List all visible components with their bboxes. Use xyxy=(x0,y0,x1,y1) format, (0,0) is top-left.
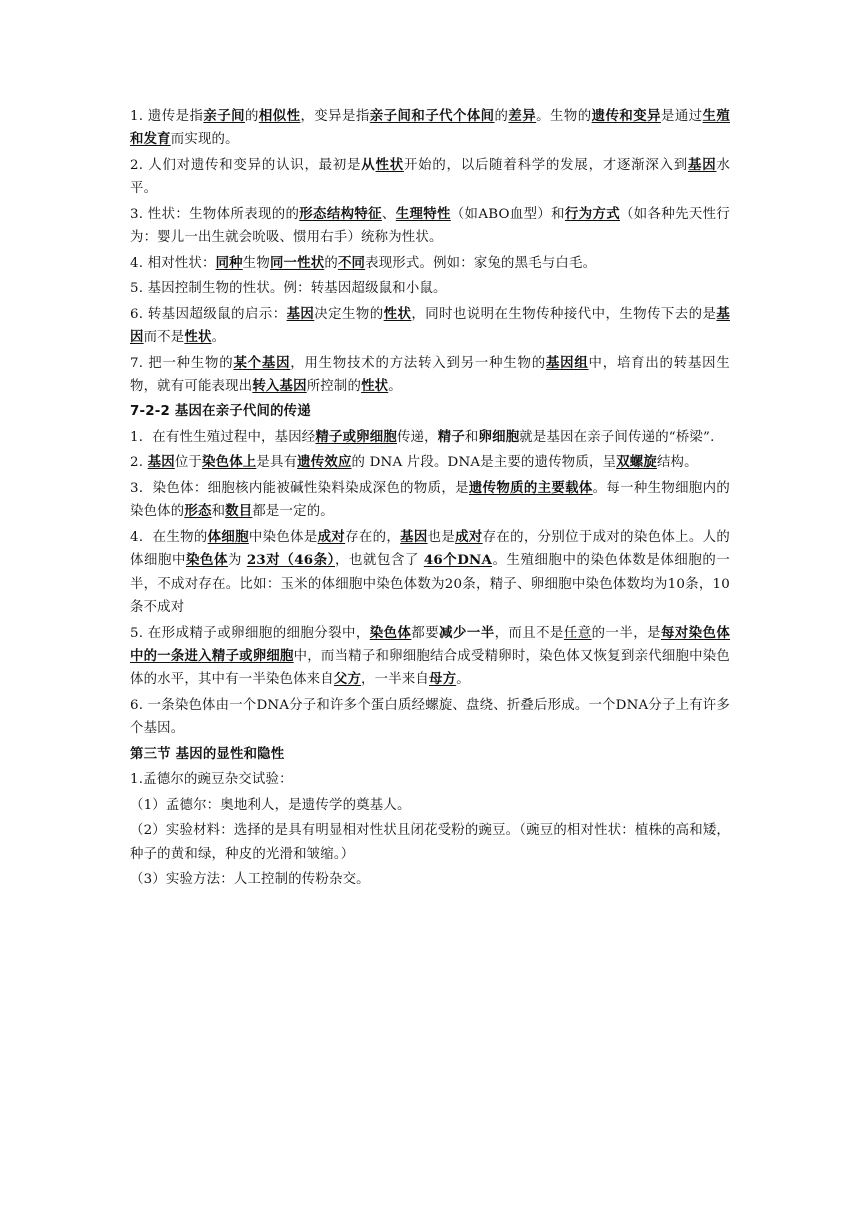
text-run: 中，培育出的转基因生物，就有可能表现出 xyxy=(130,355,730,394)
text-run: 。 xyxy=(456,672,470,688)
paragraph xyxy=(130,622,730,692)
text-run: 位于 xyxy=(174,455,203,471)
emphasized-text: 基因 xyxy=(688,156,717,173)
emphasized-text: 某个基因 xyxy=(233,354,291,371)
emphasized-text: 性状 xyxy=(361,377,389,394)
paragraph xyxy=(130,426,730,449)
emphasized-text: 体细胞 xyxy=(207,528,249,545)
text-run: 是具有 xyxy=(256,455,298,471)
emphasized-text: 父方 xyxy=(333,671,362,688)
text-run: 决定生物的 xyxy=(314,306,384,322)
paragraph xyxy=(130,451,730,474)
emphasized-text: 转入基因 xyxy=(252,377,307,394)
text-run: 7. 把一种生物的 xyxy=(130,355,234,371)
text-run: 而不是 xyxy=(143,330,185,346)
text-run: 、 xyxy=(381,206,396,222)
text-run: 。生殖细胞中的染色体数是体细胞的一半，不成对存在。比如：玉米的体细胞中染色体数为20条，精子、卵细胞中染色体数均为10条，10条不成对 xyxy=(130,553,730,616)
emphasized-text: 差异 xyxy=(508,108,537,124)
emphasized-text: 任意 xyxy=(563,625,592,641)
paragraph xyxy=(130,694,730,741)
emphasized-text: 不同 xyxy=(337,254,366,271)
emphasized-text: 23对（46条） xyxy=(246,552,335,569)
text-run: （3）实验方法：人工控制的传粉杂交。 xyxy=(130,872,370,888)
emphasized-text: 卵细胞 xyxy=(478,428,520,445)
emphasized-text: 精子或卵细胞 xyxy=(315,428,397,445)
text-run: 存在的，分别位于成对的染色体上。人的体细胞中 xyxy=(130,529,730,569)
text-run: 中染色体是 xyxy=(248,529,318,545)
paragraph xyxy=(130,352,730,399)
emphasized-text: 从 xyxy=(361,156,376,173)
text-run: （如ABO血型）和 xyxy=(450,206,565,222)
text-run: 的一半，是 xyxy=(591,625,661,641)
text-run: ，一半来自 xyxy=(361,672,429,688)
paragraph xyxy=(130,794,730,817)
text-run: 传递， xyxy=(396,429,438,445)
paragraph xyxy=(130,526,730,620)
emphasized-text: 母方 xyxy=(429,671,457,688)
text-run: 是通过 xyxy=(660,109,703,124)
text-run: ，用生物技术的方法转入到另一种生物的 xyxy=(290,355,546,371)
paragraph xyxy=(130,105,730,152)
emphasized-text: 减少一半 xyxy=(439,624,495,641)
text-run: 。 xyxy=(211,330,226,346)
text-run: 1. 遗传是指 xyxy=(130,109,204,124)
emphasized-text: 成对 xyxy=(317,528,346,545)
paragraph xyxy=(130,477,730,524)
text-run: 5. 基因控制生物的性状。例：转基因超级鼠和小鼠。 xyxy=(130,281,447,297)
emphasized-text: 数目 xyxy=(225,503,253,520)
text-run: 3．染色体：细胞核内能被碱性染料染成深色的物质，是 xyxy=(130,480,469,496)
text-run: 的 xyxy=(244,109,259,124)
text-run: 存在的， xyxy=(345,529,401,545)
emphasized-text: 形态结构特征 xyxy=(299,205,382,222)
text-run: 水平。 xyxy=(130,157,731,197)
document-body xyxy=(130,105,730,894)
emphasized-text: 亲子间 xyxy=(203,108,245,124)
text-run: 1.孟德尔的豌豆杂交试验： xyxy=(130,772,293,788)
text-run: ，变异是指 xyxy=(300,109,370,124)
text-run: 表现形式。例如：家兔的黑毛与白毛。 xyxy=(365,255,597,271)
emphasized-text: 基因 xyxy=(400,528,428,545)
paragraph xyxy=(130,303,730,350)
emphasized-text: 遗传和变异 xyxy=(591,108,661,124)
emphasized-text: 行为方式 xyxy=(564,205,621,222)
emphasized-text: 性状 xyxy=(184,329,212,346)
emphasized-text: 性状 xyxy=(383,305,412,322)
emphasized-text: 基因 xyxy=(286,305,315,322)
text-run: 所控制的 xyxy=(306,378,362,394)
text-run: 结构。 xyxy=(656,455,698,471)
text-run: 4. 相对性状： xyxy=(130,255,216,271)
text-run: （1）孟德尔：奥地利人，是遗传学的奠基人。 xyxy=(130,797,411,813)
text-run: 。每一种生物细胞内的染色体的 xyxy=(130,480,730,520)
text-run: 1．在有性生殖过程中，基因经 xyxy=(130,429,316,445)
emphasized-text: 精子 xyxy=(437,428,465,445)
text-run: 。 xyxy=(388,378,402,394)
text-run: 2. xyxy=(130,455,148,471)
emphasized-text: 形态 xyxy=(184,503,212,520)
emphasized-text: 基因 xyxy=(130,305,730,346)
emphasized-text: 每对染色体中的一条进入精子或卵细胞 xyxy=(130,624,731,664)
text-run: 6. 一条染色体由一个DNA分子和许多个蛋白质经螺旋、盘绕、折叠后形成。一个DNA分子上有许多个基因。 xyxy=(130,697,730,737)
emphasized-text: 染色体 xyxy=(369,624,412,641)
text-run: 和 xyxy=(211,504,226,520)
emphasized-text: 染色体 xyxy=(185,552,228,569)
emphasized-text: 同种 xyxy=(215,254,243,271)
emphasized-text: 染色体上 xyxy=(202,454,257,471)
emphasized-text: 基因组 xyxy=(545,354,589,371)
emphasized-text: 成对 xyxy=(455,528,483,545)
paragraph xyxy=(130,868,730,891)
emphasized-text: 生殖和发育 xyxy=(130,108,731,148)
emphasized-text: 双螺旋 xyxy=(616,454,657,471)
text-run: 生物 xyxy=(242,255,270,271)
text-run: 第三节 基因的显性和隐性 xyxy=(130,746,285,762)
text-run: ，也就包含了 xyxy=(334,553,424,569)
text-run: 。生物的 xyxy=(536,109,592,124)
emphasized-text: 性状 xyxy=(375,156,404,173)
emphasized-text: 生理特性 xyxy=(395,205,451,222)
paragraph xyxy=(130,277,730,300)
section-heading xyxy=(130,743,730,766)
text-run: 就是基因在亲子间传递的“桥梁”. xyxy=(519,429,715,445)
text-run: （如各种先天性行为：婴儿一出生就会吮吸、惯用右手）统称为性状。 xyxy=(130,206,730,246)
text-run: 的 xyxy=(494,109,509,124)
text-run: ，同时也说明在生物传种接代中，生物传下去的是 xyxy=(411,306,717,322)
text-run: 的 DNA 片段。DNA是主要的遗传物质，呈 xyxy=(351,455,617,471)
text-run: 而实现的。 xyxy=(170,132,239,148)
emphasized-text: 遗传物质的主要载体 xyxy=(468,479,593,496)
text-run: 的 xyxy=(324,255,338,271)
text-run: 6. 转基因超级鼠的启示： xyxy=(130,306,287,322)
emphasized-text: 相似性 xyxy=(258,108,301,124)
emphasized-text: 遗传效应 xyxy=(297,454,352,471)
paragraph xyxy=(130,819,730,866)
emphasized-text: 同一性状 xyxy=(269,254,325,271)
paragraph xyxy=(130,768,730,791)
paragraph xyxy=(130,154,730,201)
paragraph xyxy=(130,252,730,275)
emphasized-text: 46个DNA xyxy=(423,552,493,569)
emphasized-text: 基因 xyxy=(147,454,175,471)
text-run: 2. 人们对遗传和变异的认识，最初是 xyxy=(130,157,362,173)
text-run: 也是 xyxy=(427,529,456,545)
text-run: ，而且不是 xyxy=(494,625,564,641)
text-run: 3. 性状：生物体所表现的的 xyxy=(130,206,300,222)
text-run: 开始的，以后随着科学的发展，才逐渐深入到 xyxy=(403,157,689,173)
section-heading xyxy=(130,400,730,423)
text-run: （2）实验材料：选择的是具有明显相对性状且闭花受粉的豌豆。（豌豆的相对性状：植株的高和矮，种子的黄和绿，种皮的光滑和皱缩。） xyxy=(130,823,731,862)
text-run: 中，而当精子和卵细胞结合成受精卵时，染色体又恢复到亲代细胞中染色体的水平，其中有一半染色体来自 xyxy=(130,648,730,688)
text-run: 都是一定的。 xyxy=(252,504,334,520)
text-run: 和 xyxy=(464,429,479,445)
paragraph xyxy=(130,203,730,250)
emphasized-text: 亲子间和子代个体间 xyxy=(369,108,495,124)
text-run: 都要 xyxy=(411,625,440,641)
text-run: 4．在生物的 xyxy=(130,529,208,545)
text-run: 为 xyxy=(227,553,247,569)
text-run: 7-2-2 基因在亲子代间的传递 xyxy=(130,404,311,420)
text-run: 5. 在形成精子或卵细胞的细胞分裂中， xyxy=(130,625,370,641)
